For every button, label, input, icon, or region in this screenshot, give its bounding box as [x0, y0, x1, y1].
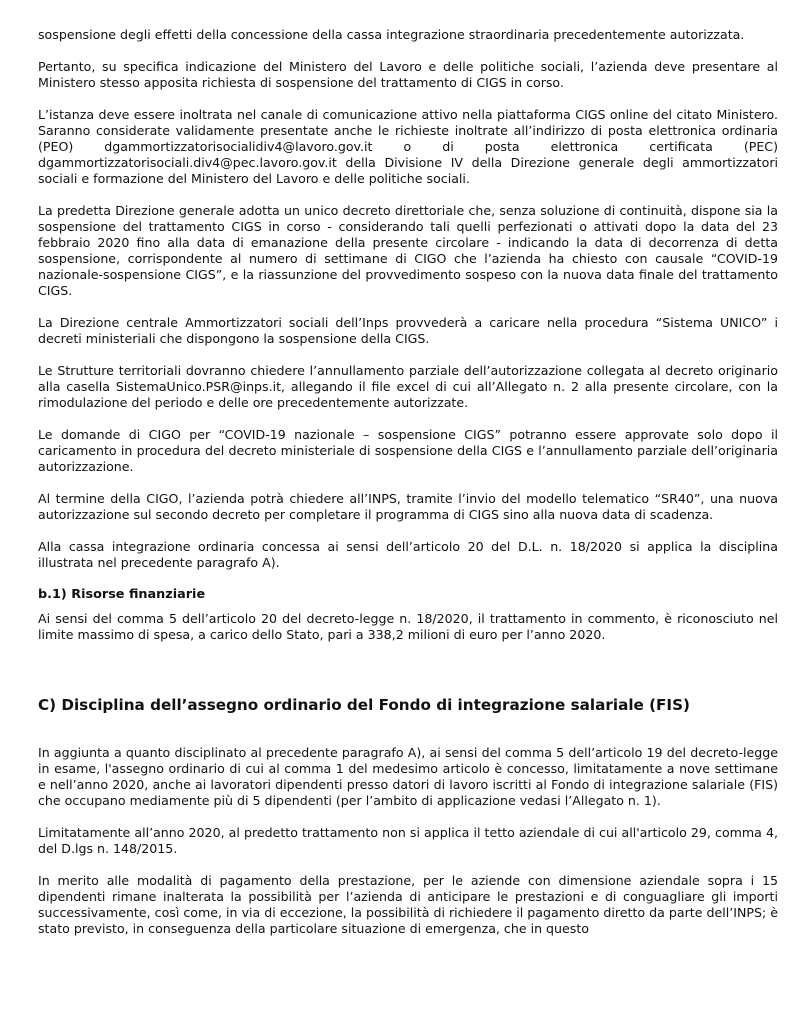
paragraph-cigo-approval: Le domande di CIGO per “COVID-19 nazionale – sospensione CIGS” potranno essere approvate solo dopo il caricamento in procedura del decreto ministeriale di sospensione della CIGS e l’annullamento parziale dell’originaria autorizzazione.: [38, 427, 778, 474]
paragraph-financial-resources: Ai sensi del comma 5 dell’articolo 20 del decreto-legge n. 18/2020, il trattamento in commento, è riconosciuto nel limite massimo di spesa, a carico dello Stato, pari a 338,2 milioni di euro per l’anno 2020.: [38, 611, 778, 642]
paragraph-territorial-structures: Le Strutture territoriali dovranno chiedere l’annullamento parziale dell’autorizzazione collegata al decreto originario alla casella SistemaUnico.PSR@inps.it, allegando il file excel di cui all’Allegato n. 2 alla presente circolare, con la rimodulazione del periodo e delle ore precedentemente autorizzate.: [38, 363, 778, 410]
paragraph-fis-payment: In merito alle modalità di pagamento della prestazione, per le aziende con dimensione aziendale sopra i 15 dipendenti rimane inalterata la possibilità per l’azienda di anticipare le prestazioni e di conguagliare gli importi successivamente, così come, in via di eccezione, la possibilità di richiedere il pagamento diretto da parte dell’INPS; è stato previsto, in conseguenza della particolare situazione di emergenza, che in questo: [38, 873, 778, 936]
document-page: [38, 27, 778, 953]
paragraph-inps-upload: La Direzione centrale Ammortizzatori sociali dell’Inps provvederà a caricare nella procedura “Sistema UNICO” i decreti ministeriali che dispongono la sospensione della CIGS.: [38, 315, 778, 346]
paragraph-fis-addition: In aggiunta a quanto disciplinato al precedente paragrafo A), ai sensi del comma 5 dell’articolo 19 del decreto-legge in esame, l'assegno ordinario di cui al comma 1 del medesimo articolo è concesso, limitatamente a nove settimane e nell’anno 2020, anche ai lavoratori dipendenti presso datori di lavoro iscritti al Fondo di integrazione salariale (FIS) che occupano mediamente più di 5 dipendenti (per l’ambito di applicazione vedasi l’Allegato n. 1).: [38, 745, 778, 808]
paragraph-directorial-decree: La predetta Direzione generale adotta un unico decreto direttoriale che, senza soluzione di continuità, dispone sia la sospensione del trattamento CIGS in corso - considerando tali quelli perfezionati o attivati dopo la data del 23 febbraio 2020 fino alla data di emanazione della presente circolare - indicando la data di decorrenza di detta sospensione, corrispondente al numero di settimane di CIGO che l’azienda ha chiesto con causale “COVID-19 nazionale-sospensione CIGS”, e la riassunzione del provvedimento sospeso con la nuova data finale del trattamento CIGS.: [38, 203, 778, 298]
paragraph-ministry-request: Pertanto, su specifica indicazione del Ministero del Lavoro e delle politiche sociali, l’azienda deve presentare al Ministero stesso apposita richiesta di sospensione del trattamento di CIGS in corso.: [38, 59, 778, 90]
paragraph-fis-limit: Limitatamente all’anno 2020, al predetto trattamento non si applica il tetto aziendale di cui all'articolo 29, comma 4, del D.lgs n. 148/2015.: [38, 825, 778, 856]
paragraph-cigo-end: Al termine della CIGO, l’azienda potrà chiedere all’INPS, tramite l’invio del modello telematico “SR40”, una nuova autorizzazione sul secondo decreto per completare il programma di CIGS sino alla nuova data di scadenza.: [38, 491, 778, 522]
paragraph-suspension-effects: sospensione degli effetti della concessione della cassa integrazione straordinaria precedentemente autorizzata.: [38, 27, 745, 42]
subheading-financial-resources: b.1) Risorse finanziarie: [38, 587, 206, 602]
section-heading-fis: C) Disciplina dell’assegno ordinario del Fondo di integrazione salariale (FIS): [38, 696, 690, 714]
paragraph-submission-channel: L’istanza deve essere inoltrata nel canale di comunicazione attivo nella piattaforma CIGS online del citato Ministero. Saranno considerate validamente presentate anche le richieste inoltrate all’indirizzo di posta elettronica ordinaria (PEO) dgammortizzatorisocialidiv4@lavoro.gov.it o di posta elettronica certificata (PEC) dgammortizzatorisociali.div4@pec.lavoro.gov.it della Divisione IV della Direzione generale degli ammortizzatori sociali e formazione del Ministero del Lavoro e delle politiche sociali.: [38, 107, 778, 186]
paragraph-ordinary-integration: Alla cassa integrazione ordinaria concessa ai sensi dell’articolo 20 del D.L. n. 18/2020 si applica la disciplina illustrata nel precedente paragrafo A).: [38, 539, 778, 570]
